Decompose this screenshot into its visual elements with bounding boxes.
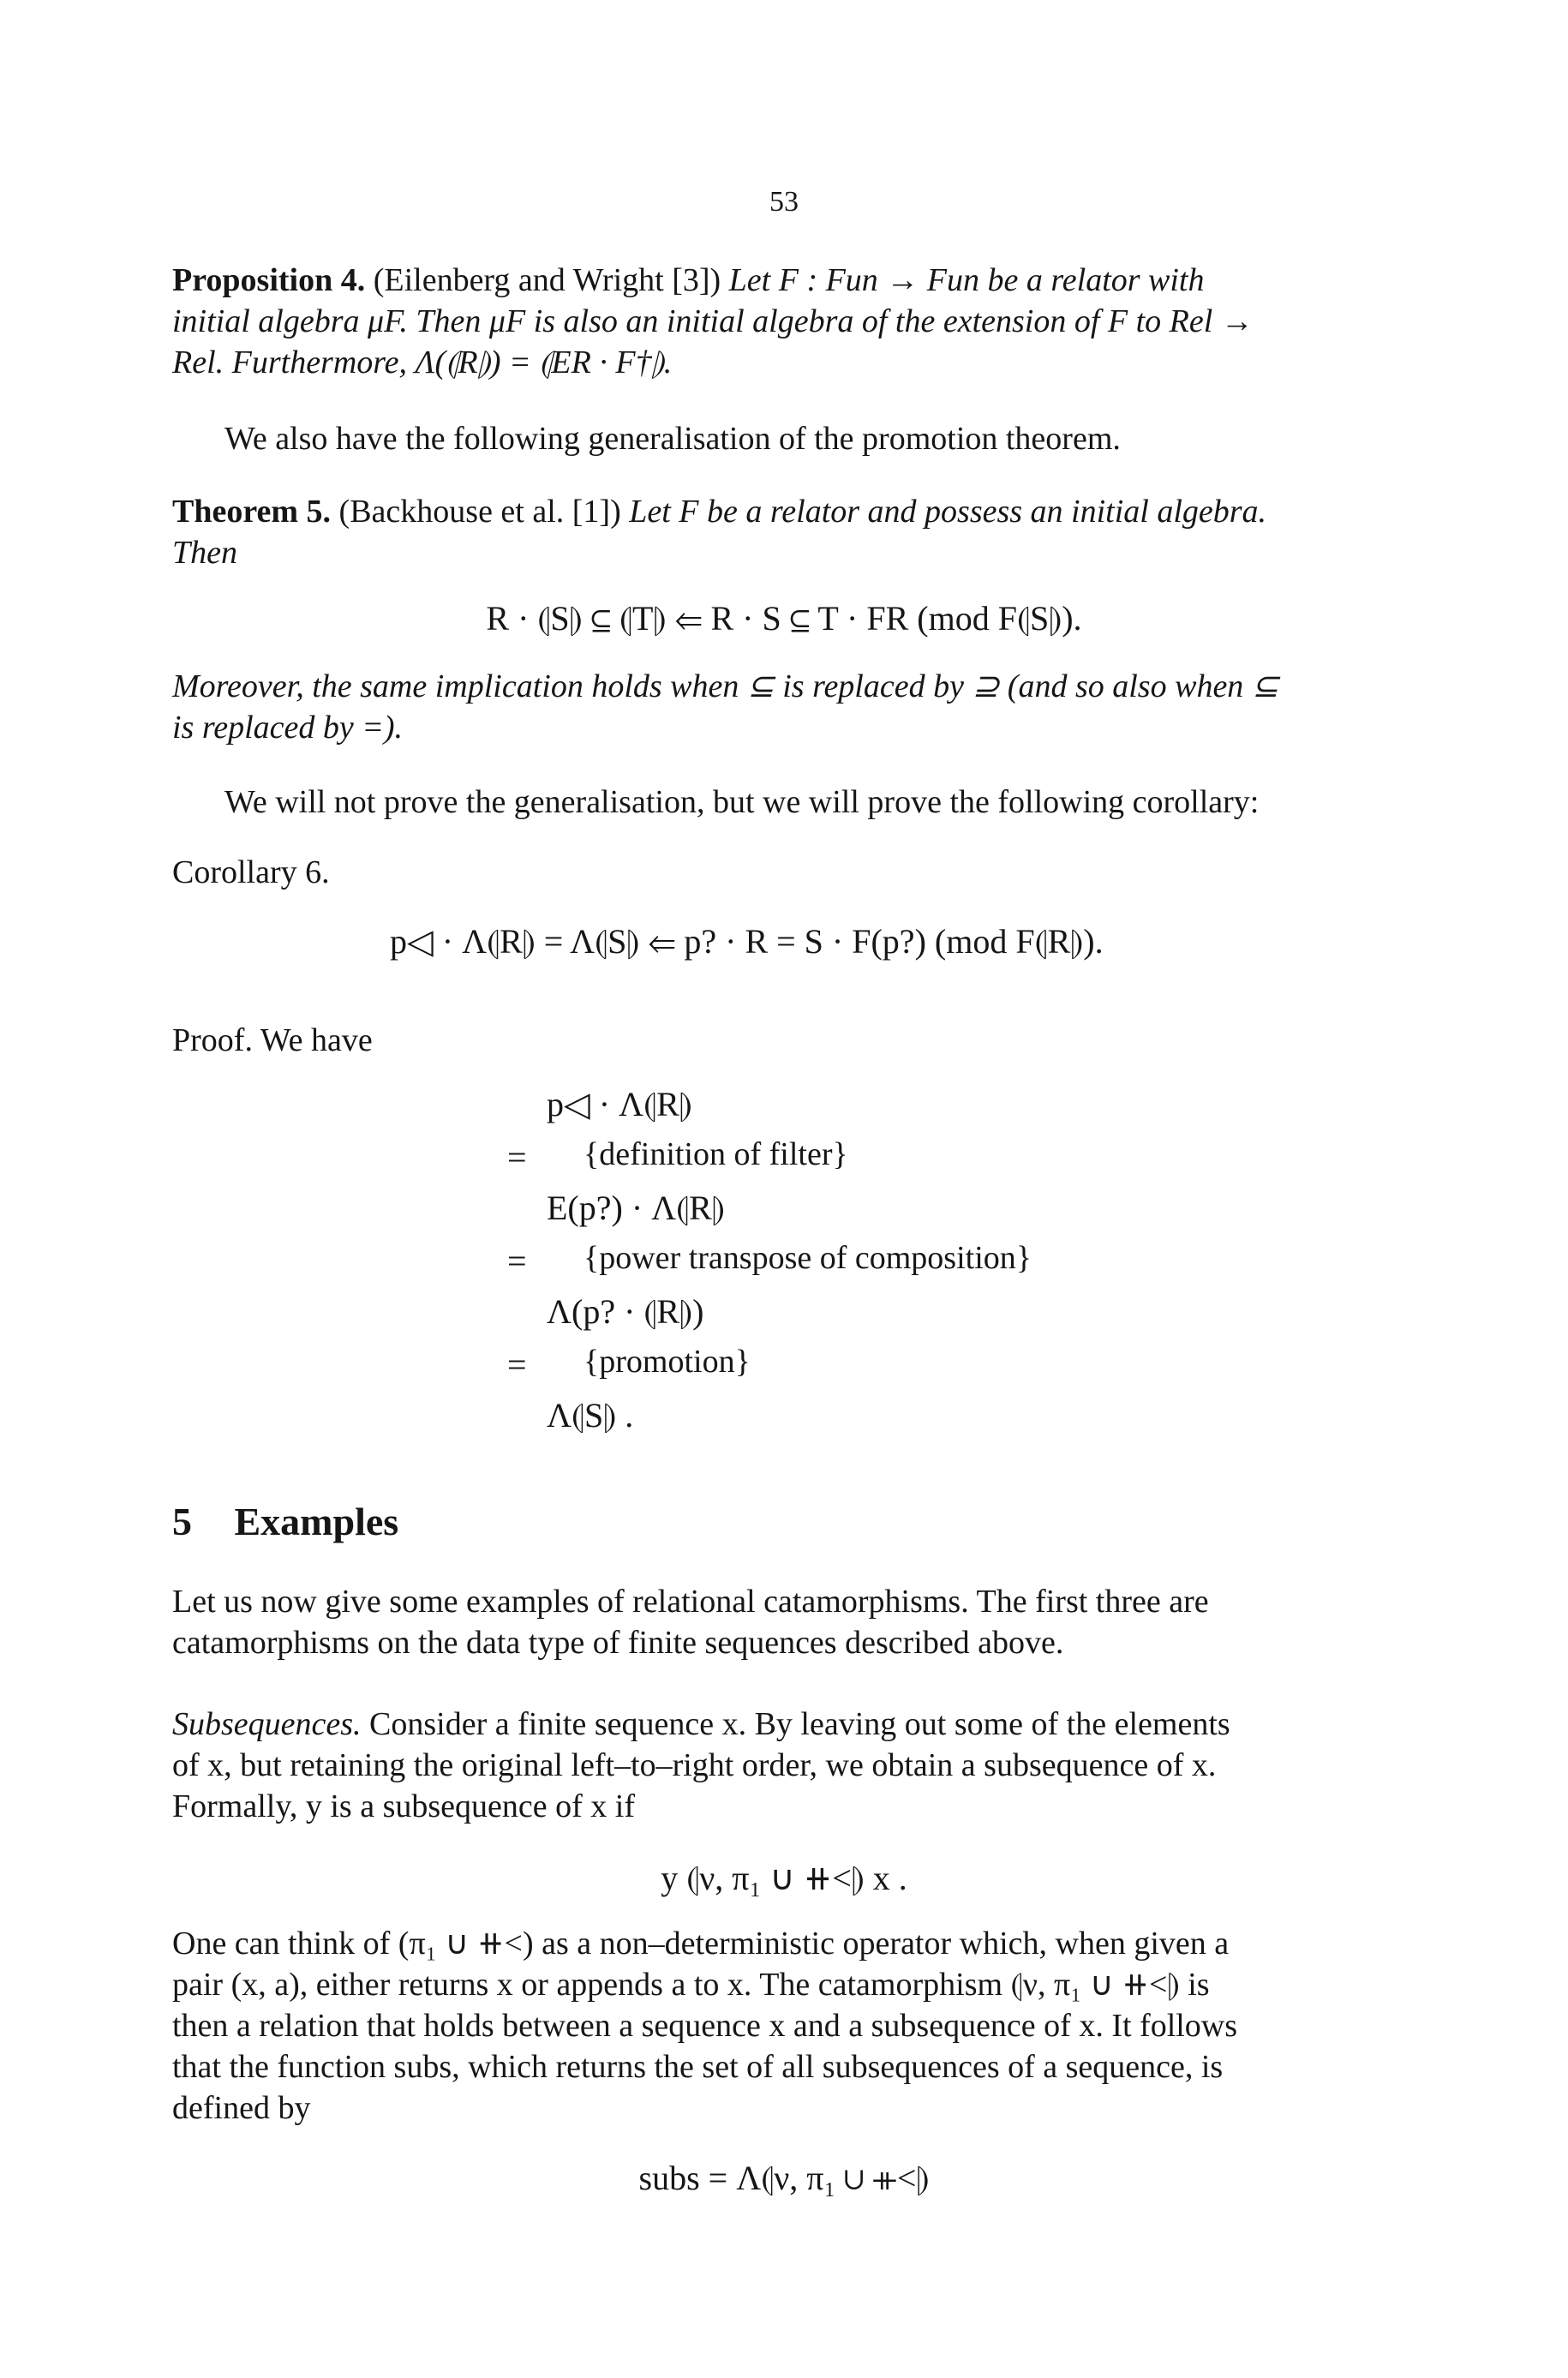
proof-line [172,1021,373,1061]
proposition-text-1: Let F : Fun → Fun be a relator with [728,262,1205,298]
examples-para-line-2: catamorphisms on the data type of finite sequences described above. [172,1625,1064,1661]
section-number: 5 [172,1500,192,1543]
proof-step-rel-2: = [507,1242,527,1280]
examples-para-line-1: Let us now give some examples of relational catamorphisms. The first three are [172,1584,1209,1620]
subseq-title: Subsequences. [172,1706,362,1742]
theorem-moreover-line-1: Moreover, the same implication holds when ⊆ is replaced by ⊇ (and so also when ⊆ [172,668,1279,704]
proof-step-rel-3: = [507,1345,527,1384]
theorem-text-1: Let F be a relator and possess an initial algebra. [629,494,1267,530]
proposition-4-line-2: initial algebra μF. Then μF is also an initial algebra of the extension of F to Rel → [172,303,1254,339]
corollary-label: Corollary 6. [172,854,330,890]
para3-line-4: that the function subs, which returns the set of all subsequences of a sequence, is [172,2049,1224,2085]
theorem-5-line-1 [172,493,1266,532]
proof-text: We have [260,1022,373,1058]
subseq-line-3: Formally, y is a subsequence of x if [172,1788,635,1824]
para3-line-1: One can think of (π₁ ∪ ⧺<) as a non–deterministic operator which, when given a [172,1926,1230,1962]
page-number: 53 [769,186,799,218]
proof-step-expr-2: E(p?) · Λ⦇R⦈ [547,1189,725,1227]
subseq-line-1 [172,1705,1230,1745]
subseq-formula: y ⦇ν, π₁ ∪ ⧺<⦈ x . [661,1859,907,1897]
corollary-formula: p◁ · Λ⦇R⦈ = Λ⦇S⦈ ⇐ p? · R = S · F(p?) (mod F⦇R⦈). [390,922,1104,961]
proof-step-hint-2: {power transpose of composition} [584,1240,1032,1276]
theorem-5-line-2: Then [172,535,237,571]
para3-line-3: then a relation that holds between a sequence x and a subsequence of x. It follows [172,2008,1238,2044]
proposition-4-line-3: Rel. Furthermore, Λ(⦇R⦈) = ⦇ER · F†⦈. [172,344,673,380]
theorem-source: (Backhouse et al. [1]) [338,494,621,530]
proof-step-expr-4: Λ⦇S⦈ . [547,1396,634,1435]
para3-line-2: pair (x, a), either returns x or appends a to x. The catamorphism ⦇ν, π₁ ∪ ⧺<⦈ is [172,1967,1210,2003]
proof-step-hint-1: {definition of filter} [584,1136,848,1172]
proof-label: Proof. [172,1022,253,1058]
proof-step-expr-1: p◁ · Λ⦇R⦈ [547,1085,692,1123]
subseq-line-2: of x, but retaining the original left–to–right order, we obtain a subsequence of x. [172,1747,1217,1783]
proposition-source: (Eilenberg and Wright [3]) [373,262,721,298]
subseq-text-1: Consider a finite sequence x. By leaving out some of the elements [369,1706,1230,1742]
section-heading [172,1498,398,1545]
proof-step-expr-3: Λ(p? · ⦇R⦈) [547,1292,704,1331]
proof-step-hint-3: {promotion} [584,1344,751,1380]
proposition-label: Proposition 4. [172,262,366,298]
para3-line-5: defined by [172,2090,311,2126]
theorem-moreover-line-2: is replaced by =). [172,710,404,746]
corollary-intro: We will not prove the generalisation, but we will prove the following corollary: [224,784,1260,820]
intro-sentence: We also have the following generalisation of the promotion theorem. [224,421,1121,457]
proposition-4-line-1 [172,261,1205,301]
theorem-formula: R · ⦇S⦈ ⊆ ⦇T⦈ ⇐ R · S ⊆ T · FR (mod F⦇S⦈). [486,599,1082,638]
theorem-label: Theorem 5. [172,494,332,530]
proof-step-rel-1: = [507,1138,527,1177]
subs-formula: subs = Λ⦇ν, π₁ ∪ ⧺<⦈ [638,2159,930,2197]
section-title: Examples [234,1500,399,1543]
